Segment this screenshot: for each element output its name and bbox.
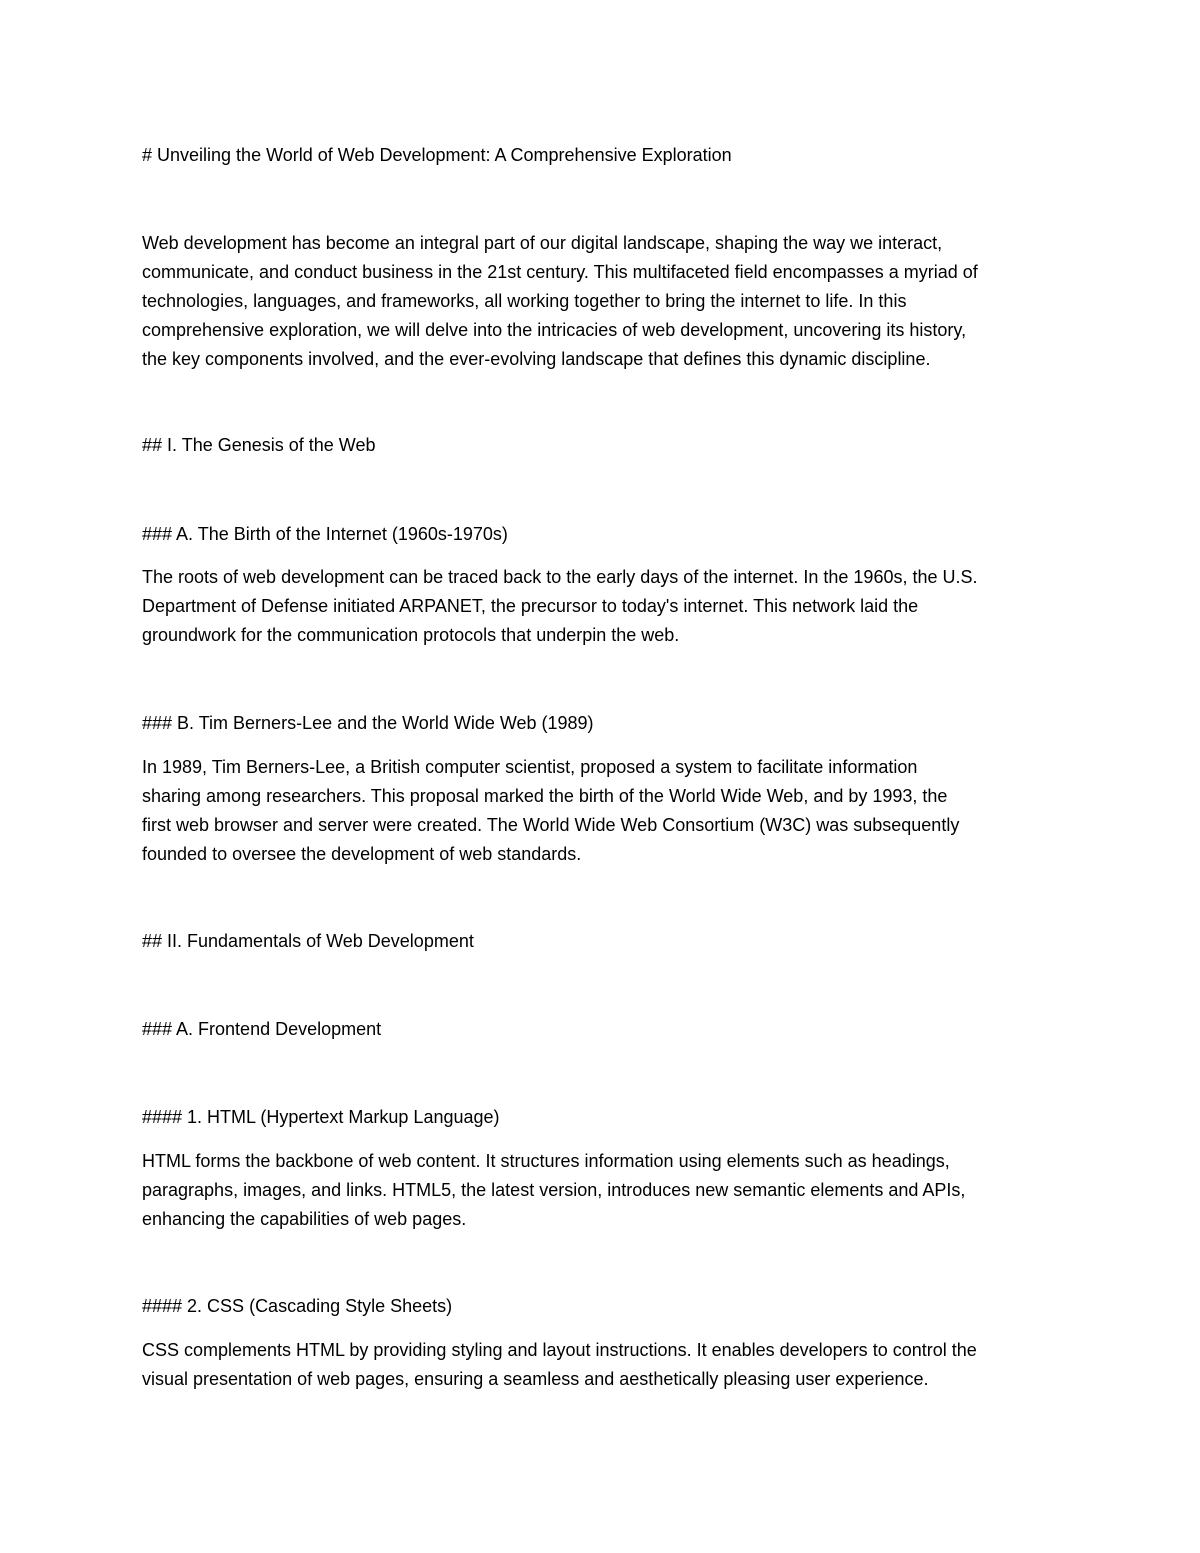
- subsection-heading-internet-birth: ### A. The Birth of the Internet (1960s-1970s): [142, 524, 508, 544]
- paragraph-line: Web development has become an integral part of our digital landscape, shaping the way we interact,: [142, 233, 943, 253]
- section-heading-fundamentals: ## II. Fundamentals of Web Development: [142, 931, 474, 951]
- paragraph-line: enhancing the capabilities of web pages.: [142, 1209, 467, 1229]
- heading-html: #### 1. HTML (Hypertext Markup Language): [142, 1107, 500, 1127]
- section-heading-genesis: ## I. The Genesis of the Web: [142, 435, 376, 455]
- subsection-heading-frontend: ### A. Frontend Development: [142, 1019, 382, 1039]
- paragraph-line: paragraphs, images, and links. HTML5, the latest version, introduces new semantic elements and APIs,: [142, 1180, 966, 1200]
- paragraph-line: communicate, and conduct business in the 21st century. This multifaceted field encompasses a myriad of: [142, 262, 978, 282]
- paragraph-line: comprehensive exploration, we will delve into the intricacies of web development, uncovering its history,: [142, 320, 967, 340]
- paragraph-line: In 1989, Tim Berners-Lee, a British computer scientist, proposed a system to facilitate information: [142, 757, 918, 777]
- paragraph-line: technologies, languages, and frameworks, all working together to bring the internet to life. In this: [142, 291, 907, 311]
- heading-css: #### 2. CSS (Cascading Style Sheets): [142, 1296, 453, 1316]
- document-title: # Unveiling the World of Web Development: A Comprehensive Exploration: [142, 145, 732, 165]
- paragraph-line: groundwork for the communication protocols that underpin the web.: [142, 625, 680, 645]
- subsection-heading-www: ### B. Tim Berners-Lee and the World Wide Web (1989): [142, 713, 594, 733]
- paragraph-line: Department of Defense initiated ARPANET, the precursor to today's internet. This network laid the: [142, 596, 919, 616]
- paragraph-line: sharing among researchers. This proposal marked the birth of the World Wide Web, and by 1993, the: [142, 786, 948, 806]
- paragraph-line: HTML forms the backbone of web content. It structures information using elements such as headings,: [142, 1151, 950, 1171]
- paragraph-line: The roots of web development can be traced back to the early days of the internet. In the 1960s, the U.S.: [142, 567, 978, 587]
- paragraph-line: visual presentation of web pages, ensuring a seamless and aesthetically pleasing user experience.: [142, 1369, 929, 1389]
- paragraph-line: the key components involved, and the ever-evolving landscape that defines this dynamic discipline.: [142, 349, 931, 369]
- paragraph-line: CSS complements HTML by providing styling and layout instructions. It enables developers to control the: [142, 1340, 977, 1360]
- paragraph-line: first web browser and server were created. The World Wide Web Consortium (W3C) was subsequently: [142, 815, 960, 835]
- paragraph-line: founded to oversee the development of web standards.: [142, 844, 582, 864]
